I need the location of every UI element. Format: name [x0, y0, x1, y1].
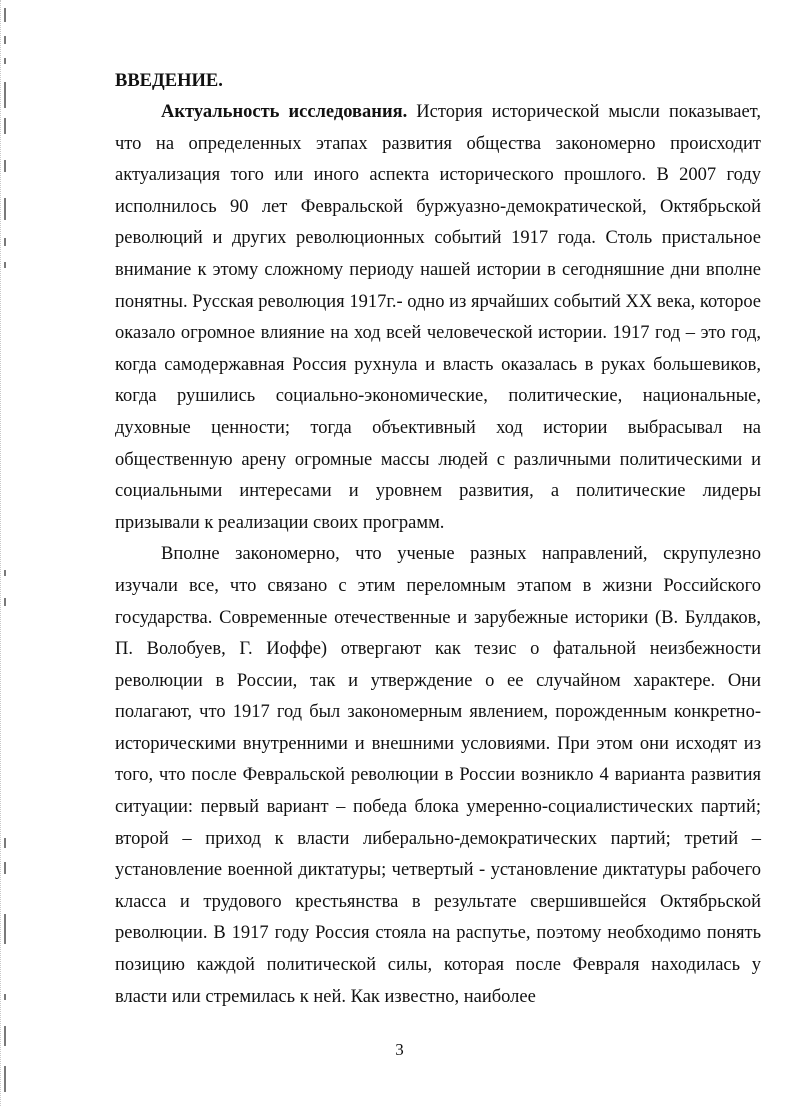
paragraph-lead: Актуальность исследования.: [161, 102, 408, 122]
page-title: ВВЕДЕНИЕ.: [115, 71, 223, 91]
page-number: 3: [395, 1040, 404, 1059]
scan-margin-marks: [0, 0, 15, 1106]
paragraph-text: История исторической мысли показывает, что на определенных этапах развития общества закономерно происходит актуализация того или иного аспекта исторического прошлого. В 2007 году исполнилось 90 лет Февральской буржуазно-демократической, Октябрьской революций и других революционных событий 1917 года. Столь пристальное внимание к этому сложному периоду нашей истории в сегодняшние дни вполне понятны. Русская революция 1917г.- одно из ярчайших событий XX века, которое оказало огромное влияние на ход всей человеческой истории. 1917 год – это год, когда самодержавная Россия рухнула и власть оказалась в руках большевиков, когда рушились социально-экономические, политические, национальные, духовные ценности; тогда объективный ход истории выбрасывал на общественную арену огромные массы людей с различными политическими и социальными интересами и уровнем развития, а политические лидеры призывали к реализации своих программ.: [115, 102, 761, 533]
paragraph-historians: Вполне закономерно, что ученые разных направлений, скрупулезно изучали все, что связано с этим переломным этапом в жизни Российского государства. Современные отечественные и зарубежные историки (В. Булдаков, П. Волобуев, Г. Иоффе) отвергают как тезис о фатальной неизбежности революции в России, так и утверждение о ее случайном характере. Они полагают, что 1917 год был закономерным явлением, порожденным конкретно-историческими внутренними и внешними условиями. При этом они исходят из того, что после Февральской революции в России возникло 4 варианта развития ситуации: первый вариант – победа блока умеренно-социалистических партий; второй – приход к власти либерально-демократических партий; третий – установление военной диктатуры; четвертый - установление диктатуры рабочего класса и трудового крестьянства в результате свершившейся Октябрьской революции. В 1917 году Россия стояла на распутье, поэтому необходимо понять позицию каждой политической силы, которая после Февраля находилась у власти или стремилась к ней. Как известно, наиболее: [115, 544, 761, 1007]
paragraph-relevance: [115, 97, 761, 539]
page-content: [115, 66, 761, 1013]
